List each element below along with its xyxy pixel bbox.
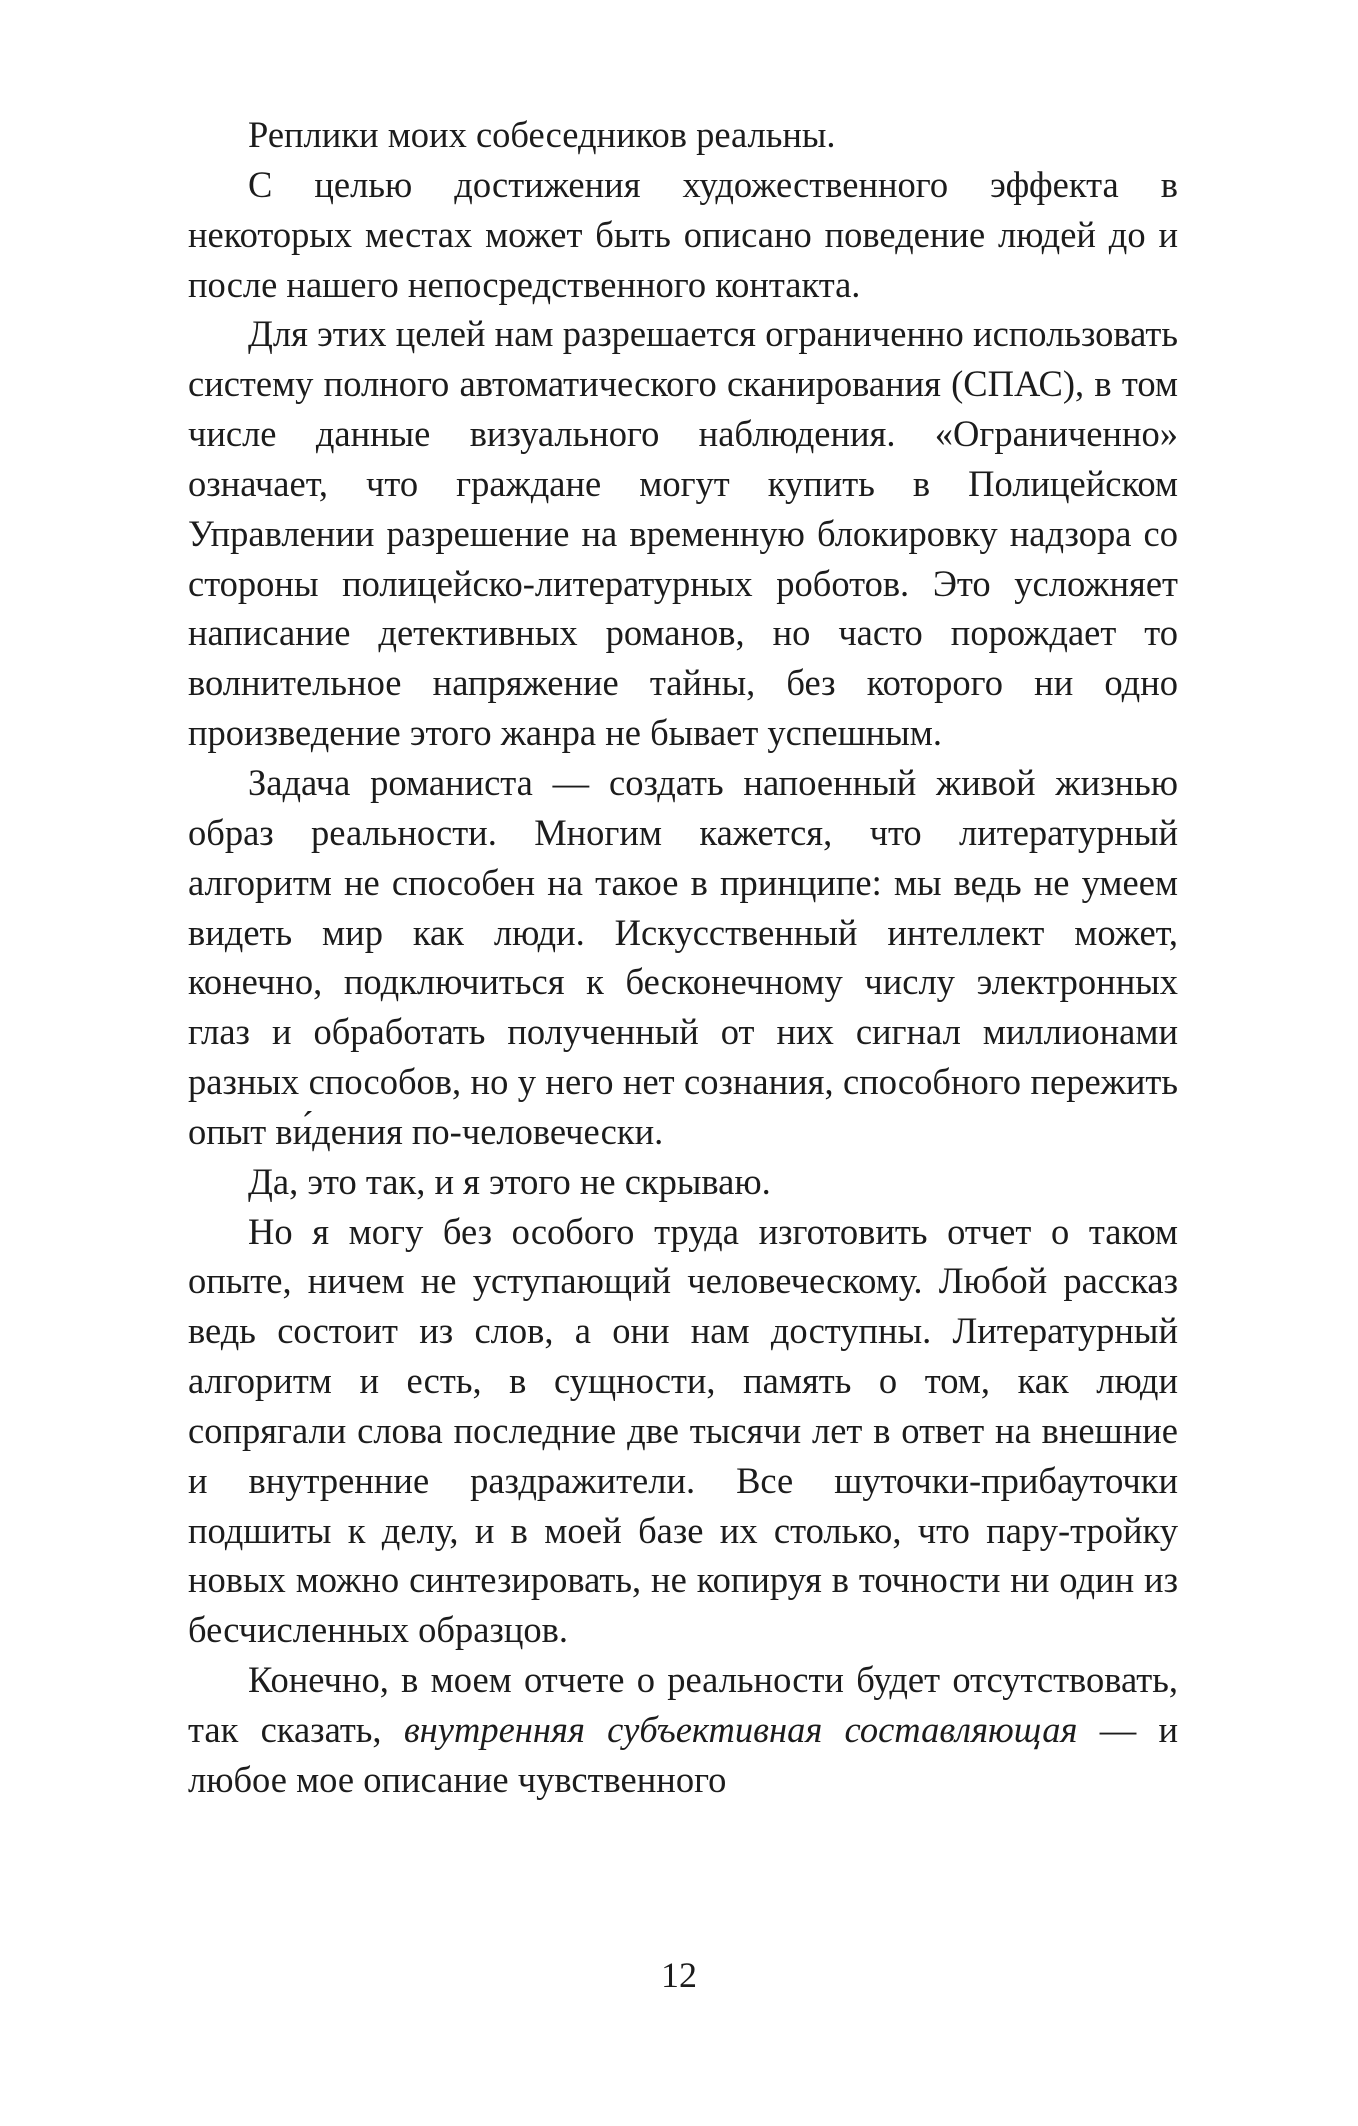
- paragraph: С целью достижения художественного эффекта в некоторых местах может быть описано поведение людей до и после нашего непосредственного контакта.: [188, 163, 1178, 305]
- paragraph-text: Конечно, в моем отчете о реальности будет отсутствовать, так сказать,: [188, 1659, 1178, 1750]
- paragraph: Да, это так, и я этого не скрываю.: [248, 1160, 771, 1202]
- paragraph: Реплики моих собеседников реальны.: [248, 114, 836, 155]
- paragraph: Но я могу без особого труда изготовить отчет о таком опыте, ничем не уступающий человеческому. Любой рассказ ведь состоит из слов, а они нам доступны. Литературный алгоритм и есть, в сущности, память о том, как люди сопрягали слова последние две тысячи лет в ответ на внешние и внутренние раздражители. Все шуточки-прибауточки подшиты к делу, и в моей базе их столько, что пару-тройку новых можно синтезировать, не копируя в точности ни один из бесчисленных образцов.: [188, 1210, 1178, 1651]
- paragraph-text: — и любое мое описание чувственного: [188, 1709, 1178, 1800]
- paragraph: Задача романиста — создать напоенный живой жизнью образ реальности. Многим кажется, что литературный алгоритм не способен на такое в принципе: мы ведь не умеем видеть мир как люди. Искусственный интеллект может, конечно, подключиться к бесконечному числу электронных глаз и обработать полученный от них сигнал миллионами разных способов, но у него нет сознания, способного пережить опыт ви́дения по-человечески.: [188, 761, 1178, 1152]
- body-text: [188, 110, 1178, 1805]
- page-number: 12: [661, 1955, 697, 1995]
- paragraph: Для этих целей нам разрешается ограниченно использовать систему полного автоматического сканирования (СПАС), в том числе данные визуального наблюдения. «Ограниченно» означает, что граждане могут купить в Полицейском Управлении разрешение на временную блокировку надзора со стороны полицейско-литературных роботов. Это усложняет написание детективных романов, но часто порождает то волнительное напряжение тайны, без которого ни одно произведение этого жанра не бывает успешным.: [188, 313, 1178, 754]
- italic-phrase: внутренняя субъективная составляющая: [403, 1709, 1078, 1750]
- paragraph: [188, 1655, 1178, 1805]
